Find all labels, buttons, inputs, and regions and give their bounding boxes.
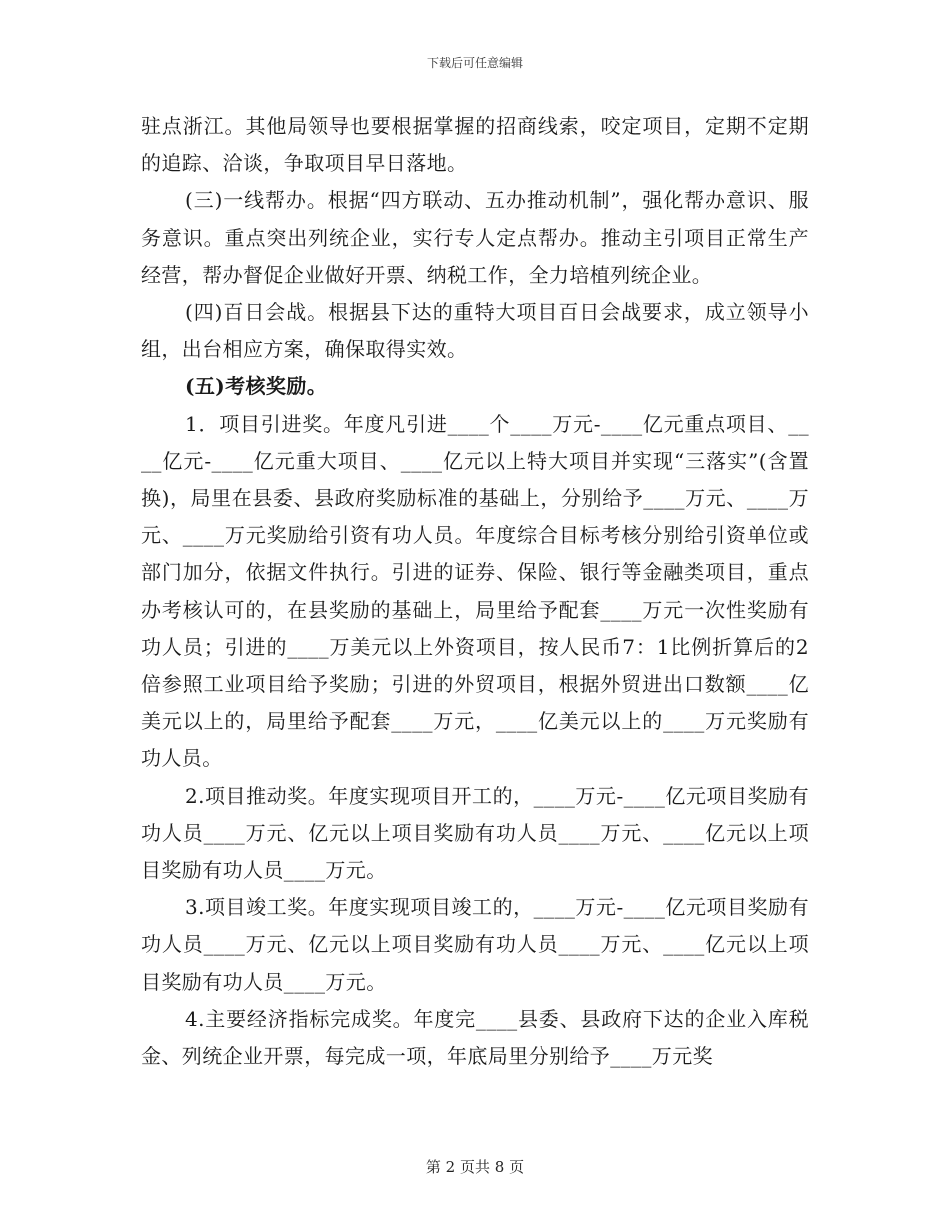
page-header: 下载后可任意编辑 [426, 56, 523, 70]
document-body [141, 108, 809, 1075]
paragraph-item-1: 1．项目引进奖。年度凡引进____个____万元-____亿元重点项目、____亿元-____亿元重大项目、____亿元以上特大项目并实现“三落实”(含置换)，局里在县委、县政府奖励标准的基础上，分别给予____万元、____万元、____万元奖励给引资有功人员。年度综合目标考核分别给引资单位或部门加分，依据文件执行。引进的证券、保险、银行等金融类项目，重点办考核认可的，在县奖励的基础上，局里给予配套____万元一次性奖励有功人员；引进的____万美元以上外资项目，按人民币7：1比例折算后的2倍参照工业项目给予奖励；引进的外贸项目，根据外贸进出口数额____亿美元以上的，局里给予配套____万元，____亿美元以上的____万元奖励有功人员。 [141, 411, 809, 771]
paragraph-item-4: 4.主要经济指标完成奖。年度完____县委、县政府下达的企业入库税金、列统企业开票，每完成一项，年底局里分别给予____万元奖 [141, 1006, 809, 1069]
paragraph-section-4: (四)百日会战。根据县下达的重特大项目百日会战要求，成立领导小组，出台相应方案，确保取得实效。 [141, 300, 809, 362]
paragraph-continuation: 驻点浙江。其他局领导也要根据掌握的招商线索，咬定项目，定期不定期的追踪、洽谈，争取项目早日落地。 [141, 114, 809, 176]
section-heading-5: (五)考核奖励。 [185, 374, 328, 399]
page-number: 第 2 页共 8 页 [425, 1158, 525, 1176]
paragraph-item-2: 2.项目推动奖。年度实现项目开工的，____万元-____亿元项目奖励有功人员____万元、亿元以上项目奖励有功人员____万元、____亿元以上项目奖励有功人员____万元。 [141, 783, 809, 883]
paragraph-section-3: (三)一线帮办。根据“四方联动、五办推动机制”，强化帮办意识、服务意识。重点突出列统企业，实行专人定点帮办。推动主引项目正常生产经营，帮办督促企业做好开票、纳税工作，全力培植列统企业。 [141, 188, 809, 287]
paragraph-item-3: 3.项目竣工奖。年度实现项目竣工的，____万元-____亿元项目奖励有功人员____万元、亿元以上项目奖励有功人员____万元、____亿元以上项目奖励有功人员____万元。 [141, 895, 809, 994]
